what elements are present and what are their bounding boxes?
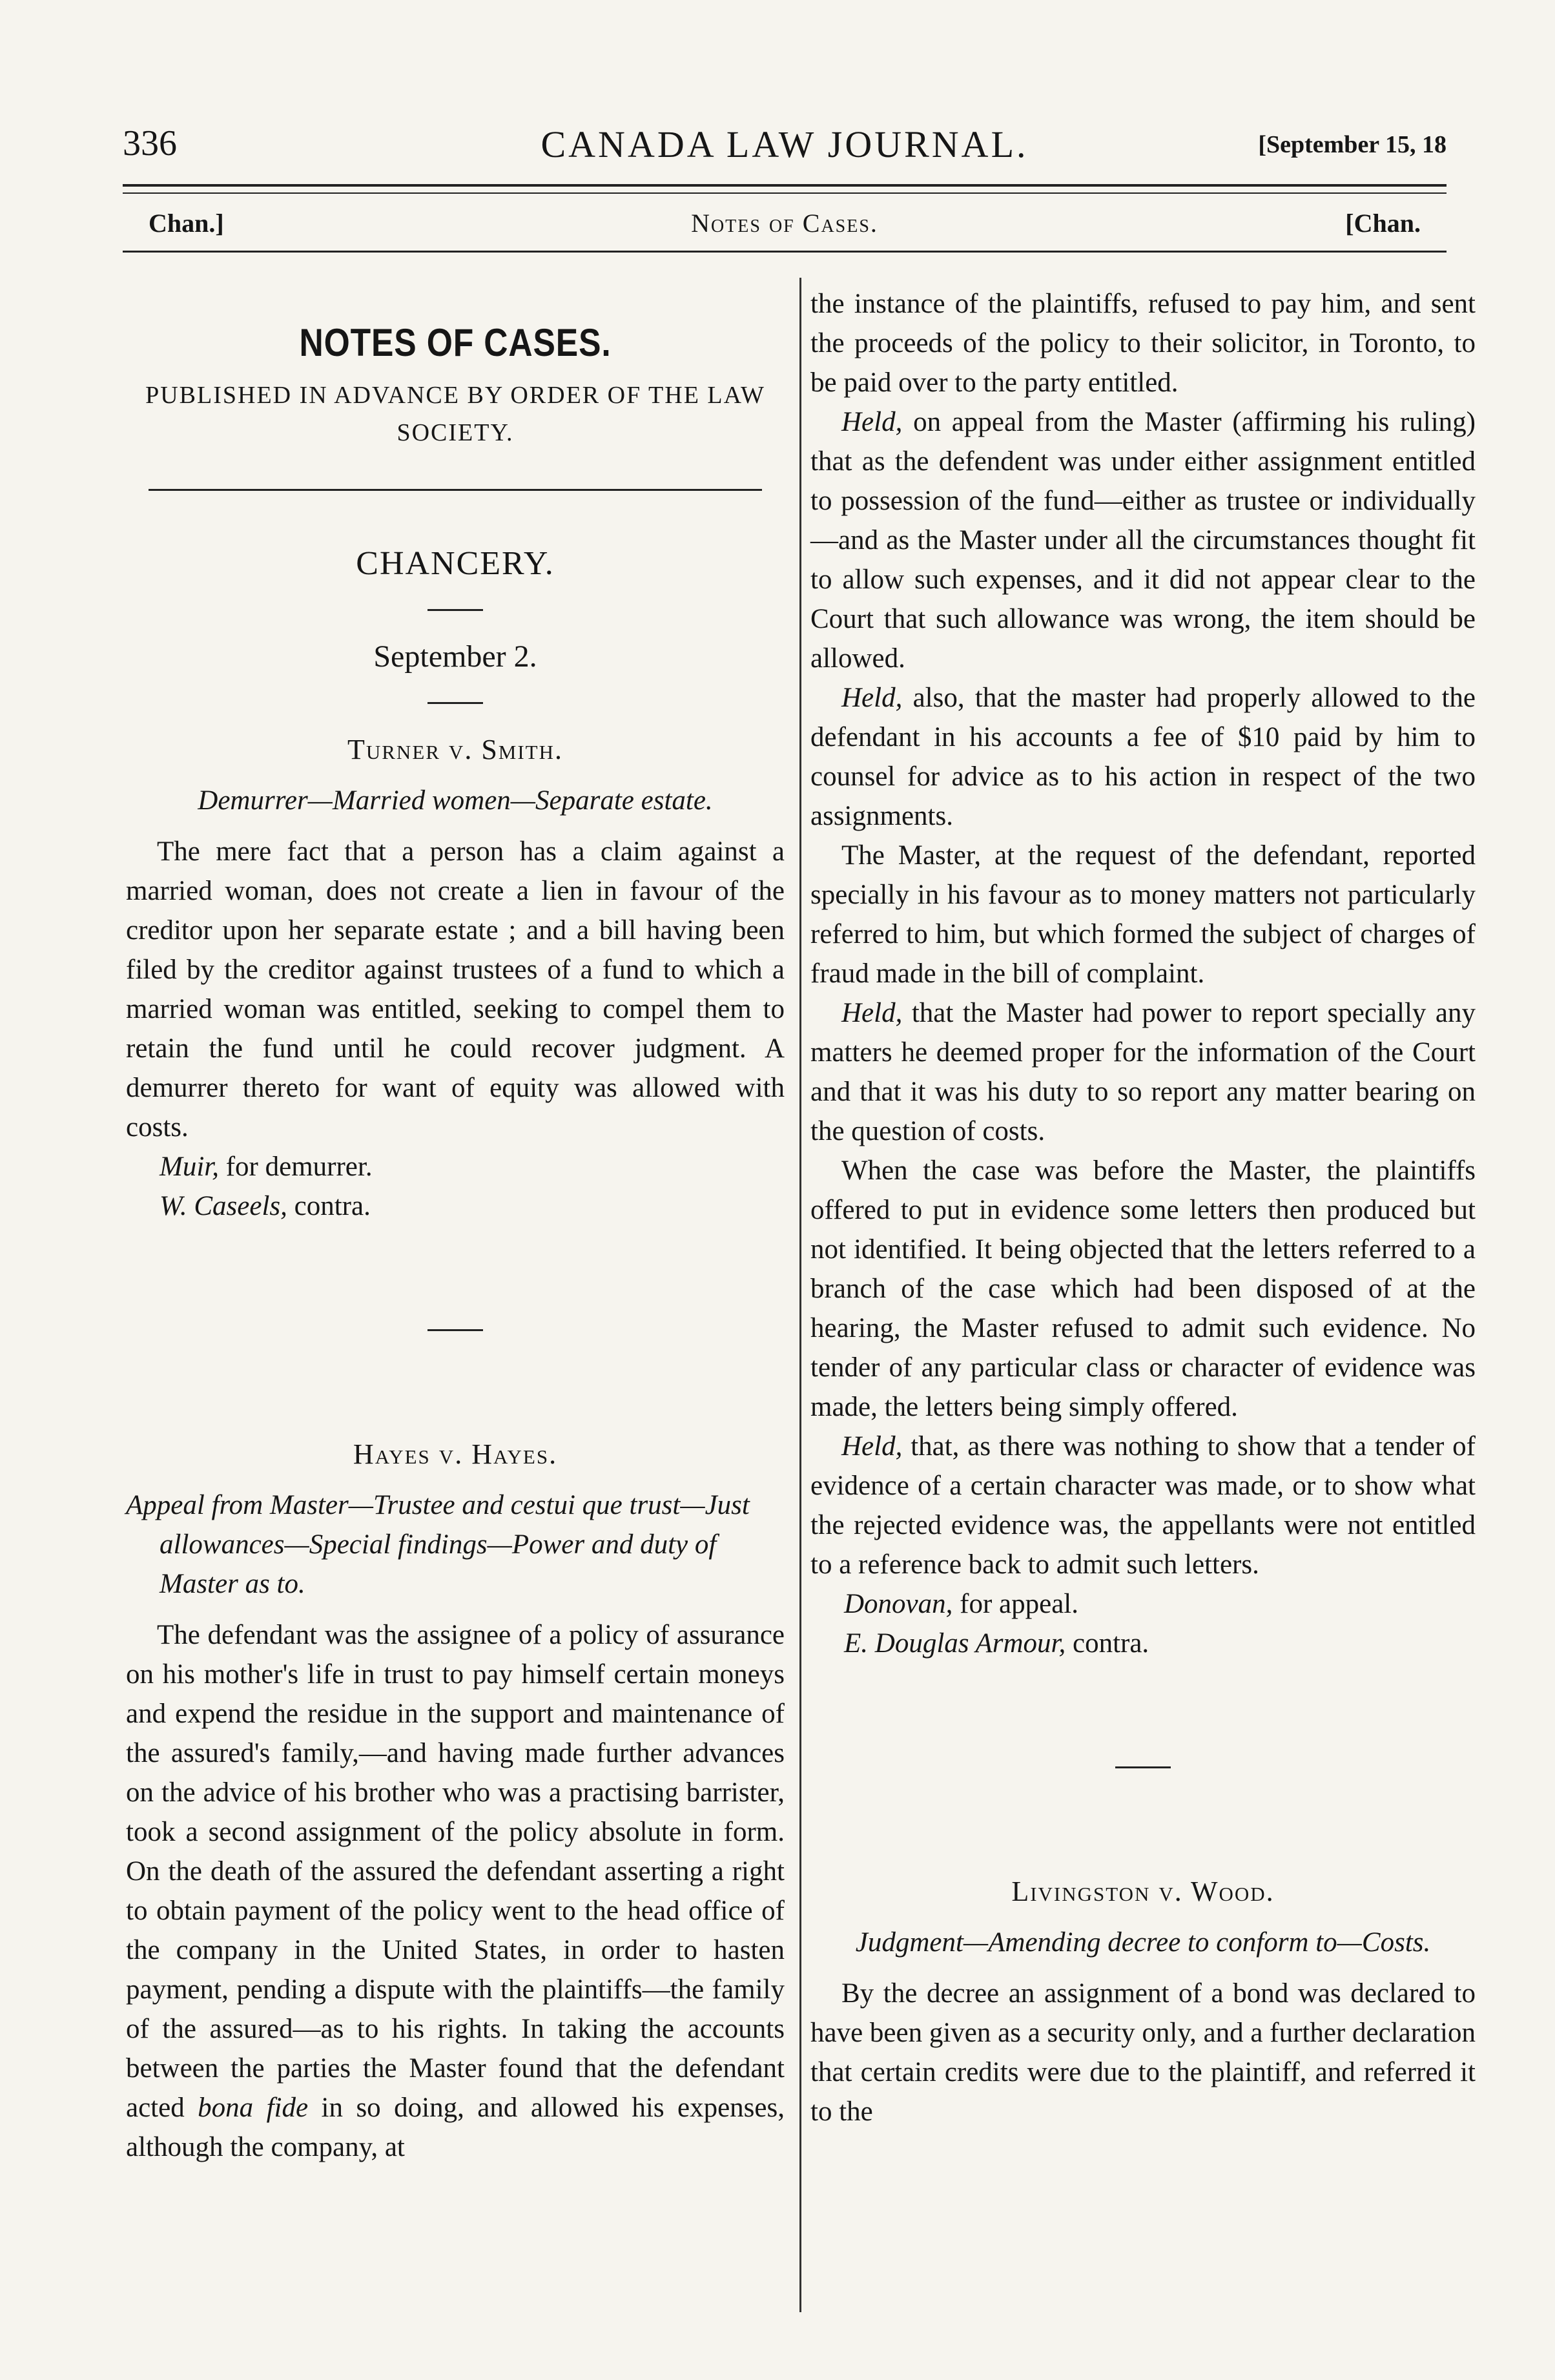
case-body-text: The defendant was the assignee of a policy of assurance on his mother's life in trust to pay himself certain moneys and expend the residue in the support and maintenance of the assured's family,—and having made further advances on the advice of his brother who was a practising barrister, took a second assignment of the policy absolute in form. On the death of the assured the defendant asserting a right to obtain payment of the policy went to the head office of the company in the United States, in order to hasten payment, pending a dispute with the plaintiffs—the family of the assured—as to his rights. In taking the accounts between the parties the Master found that the defendant acted [126,1620,785,2123]
counsel-role: contra. [1066,1628,1149,1659]
held-text: on appeal from the Master (affirming his ruling) that as the defendent was under either assignment entitled to possession of the fund—either as trustee or individually—and as the Master under all the circumstances thought fit to allow such expenses, and it did not appear clear to the Court that such allowance was wrong, the item should be allowed. [810,407,1476,674]
case-headnote: Appeal from Master—Trustee and cestui que trust—Just allowances—Special findings—Power and duty of Master as to. [126,1490,750,1599]
held-paragraph [810,678,1476,836]
issue-date: [September 15, 18 [1258,131,1447,158]
counsel-role: contra. [287,1191,371,1221]
case-body: By the decree an assignment of a bond was declared to have been given as a security only, and a further declaration that certain credits were due to the plaintiff, and referred it to the [810,1978,1476,2127]
held-text: also, that the master had properly allowed to the defendant in his accounts a fee of $10 paid by him to counsel for advice as to his action in respect of the two assignments. [810,683,1476,831]
counsel-role: for appeal. [953,1589,1078,1619]
case-title-turner-smith: Turner v. Smith. [347,734,563,765]
held-text: that, as there was nothing to show that a tender of evidence of a certain character was made, or to show what the rejected evidence was, the appellants were not entitled to a reference back to admit such letters. [810,1431,1476,1580]
counsel-name: E. Douglas Armour, [844,1628,1066,1659]
case-headnote: Demurrer—Married women—Separate estate. [198,785,713,816]
held-paragraph [810,1427,1476,1584]
running-head [123,123,1447,174]
short-rule [427,702,483,704]
short-rule [427,1329,483,1331]
held-text: that the Master had power to report specially any matters he deemed proper for the information of the Court and that it was his duty to so report any matter bearing on the question of costs. [810,998,1476,1146]
held-label: Held, [841,407,903,437]
counsel-name: Muir, [160,1152,219,1182]
case-body [126,1615,785,2167]
header-rule-thin [123,192,1447,194]
section-head-left: Chan.] [149,209,224,238]
section-head-right: [Chan. [1345,209,1421,238]
counsel-line [126,1186,785,1226]
published-note: PUBLISHED IN ADVANCE BY ORDER OF THE LAW SOCIETY. [145,382,765,446]
counsel-name: W. Caseels, [160,1191,287,1221]
counsel-line [126,1147,785,1186]
held-label: Held, [841,1431,903,1462]
notes-title: NOTES OF CASES. [299,321,612,364]
left-column [126,284,785,2167]
page-number: 336 [123,123,177,163]
letters-paragraph: When the case was before the Master, the plaintiffs offered to put in evidence some letters then produced but not identified. It being objected that the letters referred to a branch of the case which had been disposed of at the hearing, the Master refused to admit such evidence. No tender of any particular class or character of evidence was made, the letters being simply offered. [810,1155,1476,1422]
short-rule [1115,1766,1171,1768]
case-title-livingston-wood: Livingston v. Wood. [1011,1876,1275,1907]
master-report-paragraph: The Master, at the request of the defendant, reported specially in his favour as to money matters not particularly referred to him, but which formed the subject of charges of fraud made in the bill of complaint. [810,840,1476,989]
divider [149,489,762,491]
date-heading: September 2. [373,639,537,674]
held-paragraph [810,993,1476,1151]
counsel-line [810,1624,1476,1663]
header-rule [123,184,1447,187]
case-headnote: Judgment—Amending decree to conform to—Costs. [855,1927,1431,1958]
section-head-rule [123,251,1447,253]
counsel-line [810,1584,1476,1624]
journal-title: CANADA LAW JOURNAL. [541,123,1029,165]
held-label: Held, [841,683,903,713]
case-body: The mere fact that a person has a claim against a married woman, does not create a lien in favour of the creditor upon her separate estate ; and a bill having been filed by the creditor against trustees of a fund to which a married woman was entitled, seeking to compel them to retain the fund until he could recover judgment. A demurrer thereto for want of equity was allowed with costs. [126,836,785,1143]
section-head-center: Notes of Cases. [691,209,878,238]
case-body-text: in so doing, and allowed his expenses, although the company, at [126,2093,785,2162]
section-head [123,202,1447,240]
chancery-heading: CHANCERY. [356,545,555,582]
case-body-italic: bona fide [198,2093,309,2123]
column-divider [799,278,801,2312]
held-paragraph [810,402,1476,678]
held-label: Held, [841,998,903,1028]
short-rule [427,609,483,611]
case-title-hayes-hayes: Hayes v. Hayes. [353,1438,558,1470]
counsel-role: for demurrer. [218,1152,373,1182]
continuation-paragraph: the instance of the plaintiffs, refused to pay him, and sent the proceeds of the policy to their solicitor, in Toronto, to be paid over to the party entitled. [810,289,1476,398]
right-column [810,284,1476,2131]
counsel-name: Donovan, [844,1589,953,1619]
